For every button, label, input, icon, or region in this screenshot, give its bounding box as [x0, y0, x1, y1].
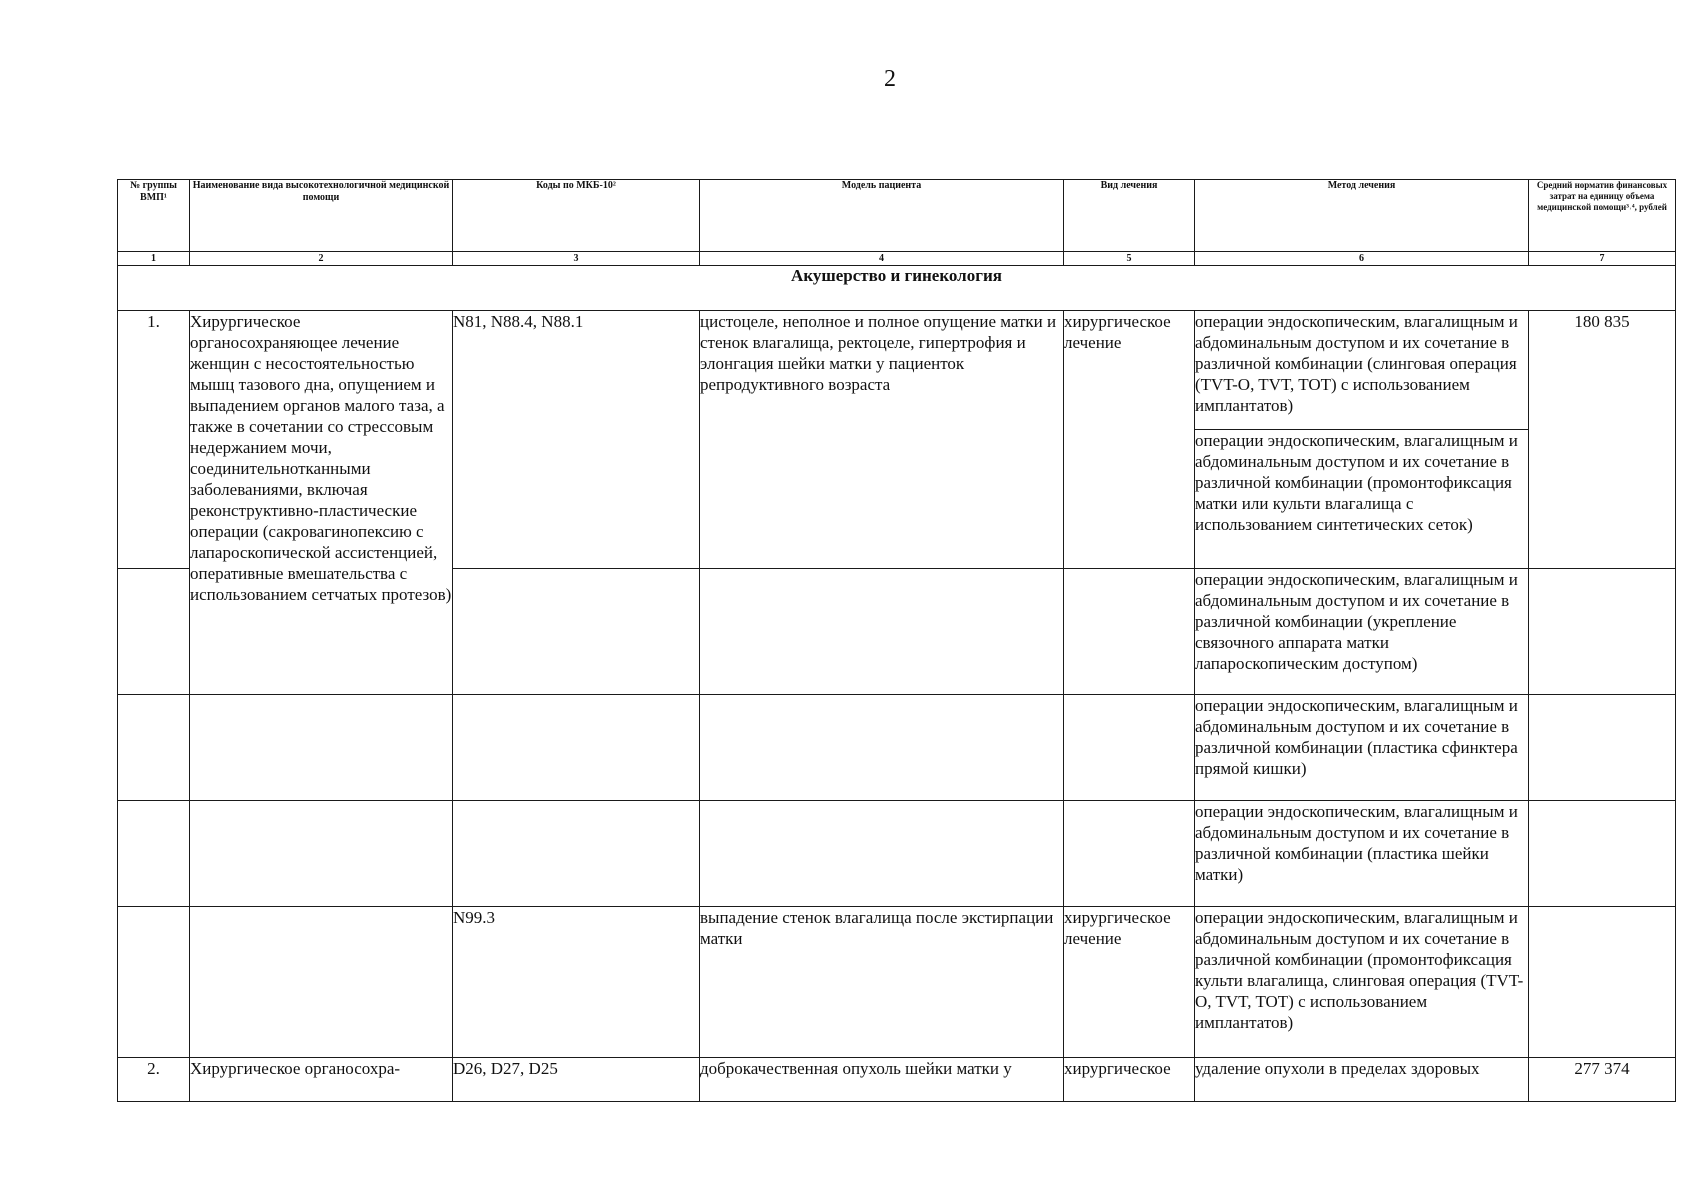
empty-cell: [190, 907, 453, 1058]
empty-cell: [700, 569, 1064, 695]
column-number: 1: [118, 252, 190, 266]
treatment-method-cell: операции эндоскопическим, влагалищным и абдоминальным доступом и их сочетание в различной комбинации (промонтофиксация культи влагалища, слинговая операция (TVT-O, TVT, TOT) с использованием имплантатов): [1195, 907, 1529, 1058]
empty-cell: [453, 695, 700, 801]
empty-cell: [700, 801, 1064, 907]
icd-codes-cell: N81, N88.4, N88.1: [453, 311, 700, 569]
table-row: [118, 907, 1676, 1058]
empty-cell: [1529, 907, 1676, 1058]
care-type-name-cell: Хирургическое органосохра-: [190, 1058, 453, 1102]
empty-cell: [1064, 569, 1195, 695]
page-number: 2: [884, 66, 896, 92]
header-patient-model: Модель пациента: [700, 180, 1064, 252]
header-care-type-name: Наименование вида высокотехнологичной медицинской помощи: [190, 180, 453, 252]
column-number: 2: [190, 252, 453, 266]
header-group-number: № группы ВМП¹: [118, 180, 190, 252]
empty-cell: [1529, 695, 1676, 801]
header-average-cost: Средний норматив финансовых затрат на единицу объема медицинской помощи³˒⁴, рублей: [1529, 180, 1676, 252]
empty-cell: [1064, 695, 1195, 801]
empty-cell: [453, 801, 700, 907]
table-row: [118, 1058, 1676, 1102]
header-treatment-method: Метод лечения: [1195, 180, 1529, 252]
section-title: Акушерство и гинекология: [118, 266, 1676, 311]
empty-cell: [118, 907, 190, 1058]
column-number: 3: [453, 252, 700, 266]
empty-cell: [453, 569, 700, 695]
icd-codes-cell: N99.3: [453, 907, 700, 1058]
treatment-type-cell: хирургическое: [1064, 1058, 1195, 1102]
group-number-cell: 2.: [118, 1058, 190, 1102]
treatment-method-cell: операции эндоскопическим, влагалищным и абдоминальным доступом и их сочетание в различной комбинации (пластика шейки матки): [1195, 801, 1529, 907]
section-row: [118, 266, 1676, 311]
treatment-type-cell: хирургическое лечение: [1064, 311, 1195, 569]
treatment-method-cell: операции эндоскопическим, влагалищным и абдоминальным доступом и их сочетание в различной комбинации (промонтофиксация матки или культи влагалища с использованием синтетических сеток): [1195, 430, 1529, 569]
empty-cell: [1529, 569, 1676, 695]
column-number: 6: [1195, 252, 1529, 266]
empty-cell: [1529, 801, 1676, 907]
empty-cell: [190, 695, 453, 801]
patient-model-cell: доброкачественная опухоль шейки матки у: [700, 1058, 1064, 1102]
care-type-name-cell: Хирургическое органосохраняющее лечение женщин с несостоятельностью мышц тазового дна, опущением и выпадением органов малого таза, а также в сочетании со стрессовым недержанием мочи, соединительнотканными заболеваниями, включая реконструктивно-пластические операции (сакровагинопексию с лапароскопической ассистенцией, оперативные вмешательства с использованием сетчатых протезов): [190, 311, 453, 695]
header-row: [118, 180, 1676, 252]
column-number: 7: [1529, 252, 1676, 266]
patient-model-cell: цистоцеле, неполное и полное опущение матки и стенок влагалища, ректоцеле, гипертрофия и элонгация шейки матки у пациенток репродуктивного возраста: [700, 311, 1064, 569]
table-row: [118, 311, 1676, 430]
empty-cell: [190, 801, 453, 907]
table-row: [118, 801, 1676, 907]
header-icd-codes: Коды по МКБ-10²: [453, 180, 700, 252]
column-number: 4: [700, 252, 1064, 266]
empty-cell: [700, 695, 1064, 801]
average-cost-cell: 277 374: [1529, 1058, 1676, 1102]
treatment-type-cell: хирургическое лечение: [1064, 907, 1195, 1058]
header-treatment-type: Вид лечения: [1064, 180, 1195, 252]
empty-cell: [1064, 801, 1195, 907]
empty-cell: [118, 801, 190, 907]
column-number-row: [118, 252, 1676, 266]
patient-model-cell: выпадение стенок влагалища после экстирпации матки: [700, 907, 1064, 1058]
treatment-method-cell: операции эндоскопическим, влагалищным и абдоминальным доступом и их сочетание в различной комбинации (пластика сфинктера прямой кишки): [1195, 695, 1529, 801]
vmp-table: [117, 179, 1676, 1102]
empty-cell: [118, 695, 190, 801]
empty-cell: [118, 569, 190, 695]
icd-codes-cell: D26, D27, D25: [453, 1058, 700, 1102]
group-number-cell: 1.: [118, 311, 190, 569]
column-number: 5: [1064, 252, 1195, 266]
table-row: [118, 695, 1676, 801]
treatment-method-cell: удаление опухоли в пределах здоровых: [1195, 1058, 1529, 1102]
treatment-method-cell: операции эндоскопическим, влагалищным и абдоминальным доступом и их сочетание в различной комбинации (слинговая операция (TVT-O, TVT, TOT) с использованием имплантатов): [1195, 311, 1529, 430]
treatment-method-cell: операции эндоскопическим, влагалищным и абдоминальным доступом и их сочетание в различной комбинации (укрепление связочного аппарата матки лапароскопическим доступом): [1195, 569, 1529, 695]
average-cost-cell: 180 835: [1529, 311, 1676, 569]
